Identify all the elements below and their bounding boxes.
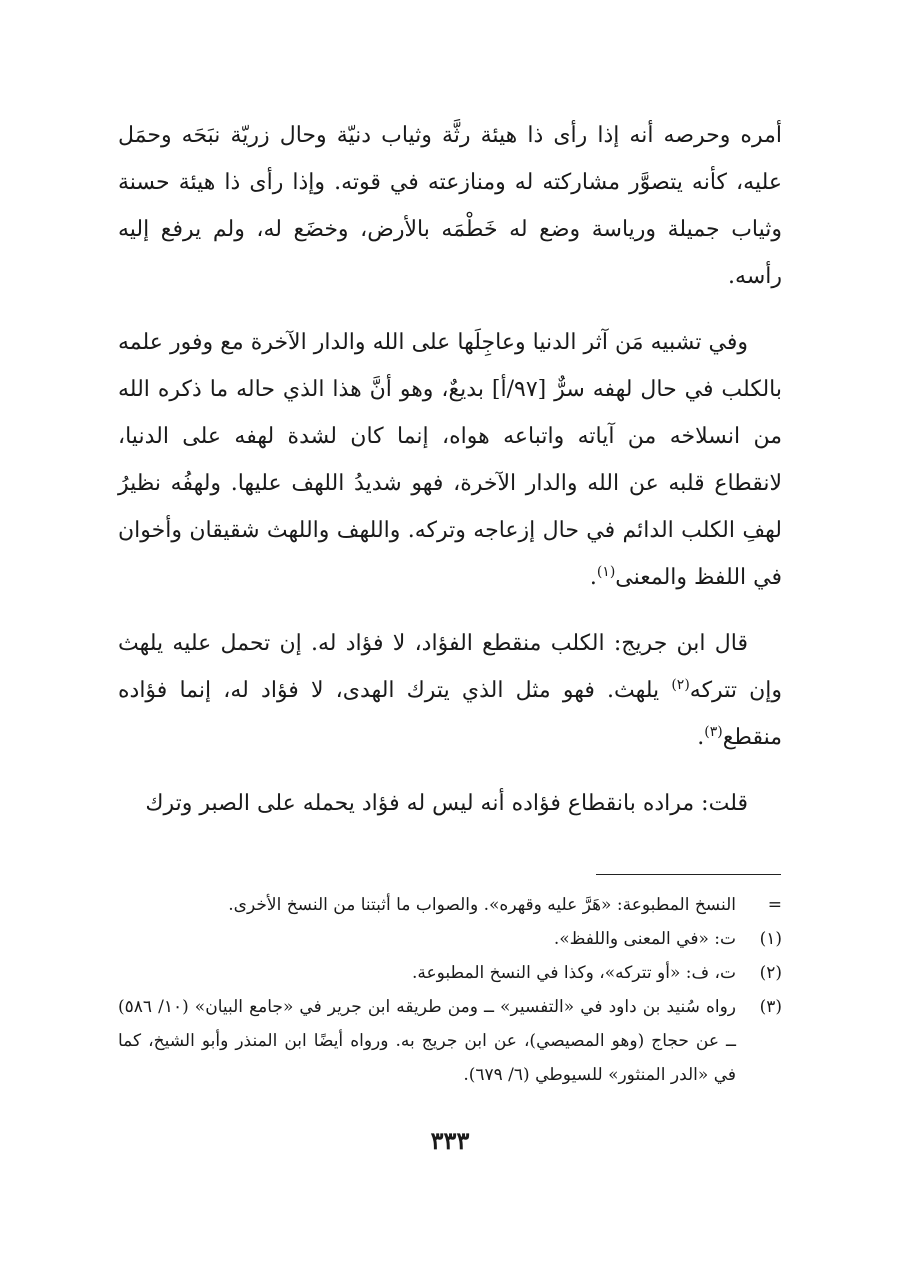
footnote-continuation [118,888,782,922]
paragraph-3-text-b: يلهث. فهو مثل الذي يترك الهدى، لا فؤاد له، إنما فؤاده منقطع [118,678,782,750]
footnote-ref-1: (١) [596,564,616,580]
footnote-ref-3: (٣) [704,724,723,740]
footnote-marker: (٣) [759,997,782,1017]
paragraph-3 [118,620,782,761]
paragraph-2-end: . [589,565,597,590]
footnote-ref-2: (٢) [671,677,690,693]
footnotes [118,888,782,1092]
paragraph-1-text: أمره وحرصه أنه إذا رأى ذا هيئة رثَّة وثياب دنيّة وحال زريّة نبَحَه وحمَل عليه، كأنه يتصوَّر مشاركته له ومنازعته في قوته. وإذا رأى ذا هيئة حسنة وثياب جميلة ورياسة وضع له خَطْمَه بالأرض، وخضَع له، ولم يرفع إليه رأسه. [118,123,782,289]
footnote-1 [118,922,782,956]
paragraph-4-text: قلت: مراده بانقطاع فؤاده أنه ليس له فؤاد يحمله على الصبر وترك [145,791,748,816]
paragraph-2 [118,319,782,601]
main-text [118,112,782,846]
footnote-text: ت: «في المعنى واللفظ». [553,929,736,949]
paragraph-2-text: وفي تشبيه مَن آثر الدنيا وعاجِلَها على الله والدار الآخرة مع وفور علمه بالكلب في حال لهفه سرٌّ [٩٧/أ] بديعٌ، وهو أنَّ هذا الذي حاله ما ذكره الله من انسلاخه من آياته واتباعه هواه، إنما كان لشدة لهفه على الدنيا، لانقطاع قلبه عن الله والدار الآخرة، فهو شديدُ اللهف عليها. ولهفُه نظيرُ لهفِ الكلب الدائم في حال إزعاجه وتركه. واللهف واللهث شقيقان وأخوان في اللفظ والمعنى [118,330,782,590]
footnote-2 [118,956,782,990]
footnote-text: رواه سُنيد بن داود في «التفسير» ــ ومن طريقه ابن جرير في «جامع البيان» (١٠/ ٥٨٦) ــ عن حجاج (وهو المصيصي)، عن ابن جريج به. ورواه أيضًا ابن المنذر وأبو الشيخ، كما في «الدر المنثور» للسيوطي (٦/ ٦٧٩). [118,997,736,1085]
paragraph-3-text-a: قال ابن جريج: الكلب منقطع الفؤاد، لا فؤاد له. إن تحمل عليه يلهث وإن تتركه [118,631,782,703]
page-number: ٣٣٣ [430,1126,470,1155]
footnote-marker: (٢) [759,963,782,983]
paragraph-1 [118,112,782,300]
footnote-marker: (١) [759,929,782,949]
footnote-3 [118,990,782,1092]
paragraph-4 [118,780,782,827]
footnote-text: النسخ المطبوعة: «هَرَّ عليه وقهره». والصواب ما أثبتنا من النسخ الأخرى. [228,895,736,915]
footnote-marker: = [767,895,782,915]
footnote-text: ت، ف: «أو تتركه»، وكذا في النسخ المطبوعة. [411,963,736,983]
footnote-separator [596,874,781,875]
paragraph-3-end: . [697,725,705,750]
